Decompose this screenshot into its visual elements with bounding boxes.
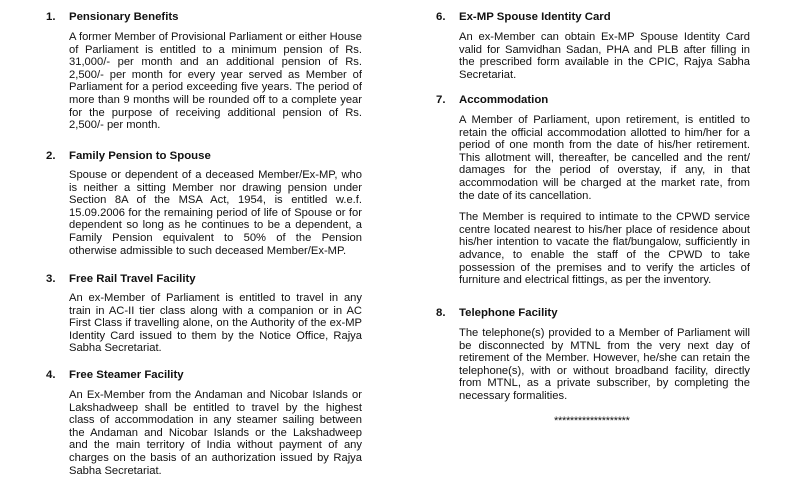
section-heading xyxy=(436,10,750,24)
section-body xyxy=(69,389,362,477)
section-number: 8. xyxy=(436,307,446,319)
section-number: 7. xyxy=(436,94,446,106)
section-heading xyxy=(436,93,750,107)
section-number: 6. xyxy=(436,11,446,23)
section-heading xyxy=(46,149,362,163)
section-body xyxy=(459,114,750,287)
section-family-pension xyxy=(46,149,362,257)
section-title: Telephone Facility xyxy=(459,307,558,319)
section-title: Pensionary Benefits xyxy=(69,11,179,23)
section-heading xyxy=(46,368,362,382)
section-paragraph: An ex-Member of Parliament is entitled to travel in any train in AC-II tier class along with a companion or in AC First Class if travelling alone, on the Authority of the ex-MP Identity Card issued to them by the Notice Office, Rajya Sabha Secretariat. xyxy=(69,292,362,355)
section-pensionary-benefits xyxy=(46,10,362,132)
section-number: 2. xyxy=(46,150,56,162)
section-paragraph: An ex-Member can obtain Ex-MP Spouse Identity Card valid for Samvidhan Sadan, PHA and PLB after filling in the prescribed form available in the CPIC, Rajya Sabha Secretariat. xyxy=(459,31,750,81)
section-free-steamer xyxy=(46,368,362,477)
section-accommodation xyxy=(436,93,750,287)
section-number: 1. xyxy=(46,11,56,23)
section-spouse-identity-card xyxy=(436,10,750,81)
section-telephone-facility xyxy=(436,306,750,403)
section-body xyxy=(69,169,362,257)
section-heading xyxy=(436,306,750,320)
section-body xyxy=(69,31,362,132)
section-paragraph: An Ex-Member from the Andaman and Nicobar Islands or Lakshadweep shall be entitled to travel by the highest class of accommodation in any steamer sailing between the Andaman and Nicobar Islands or the Lakshadweep and the main territory of India without payment of any charges on the basis of an authorization issued by Rajya Sabha Secretariat. xyxy=(69,389,362,477)
section-title: Ex-MP Spouse Identity Card xyxy=(459,11,611,23)
section-paragraph: The telephone(s) provided to a Member of Parliament will be disconnected by MTNL from the very next day of retirement of the Member. However, he/she can retain the telephone(s), with or without broadband facility, directly from MTNL, as a private subscriber, by completing the necessary formalities. xyxy=(459,327,750,402)
section-number: 4. xyxy=(46,369,56,381)
section-title: Free Steamer Facility xyxy=(69,369,184,381)
end-of-section-marker: ******************* xyxy=(554,415,630,427)
section-number: 3. xyxy=(46,273,56,285)
section-title: Accommodation xyxy=(459,94,549,106)
section-paragraph: A former Member of Provisional Parliament or either House of Parliament is entitled to a minimum pension of Rs. 31,000/- per month and an additional pension of Rs. 2,500/- per month for every year served as Member of Parliament for a period exceeding five years. The period of more than 9 months will be rounded off to a complete year for the purpose of receiving additional pension of Rs. 2,500/- per month. xyxy=(69,31,362,132)
section-heading xyxy=(46,10,362,24)
section-free-rail-travel xyxy=(46,272,362,355)
section-body xyxy=(459,31,750,81)
section-paragraph: Spouse or dependent of a deceased Member/Ex-MP, who is neither a sitting Member nor drawing pension under Section 8A of the MSA Act, 1954, is entitled w.e.f. 15.09.2006 for the remaining period of life of Spouse or for dependent so long as he continues to be a dependent, a Family Pension equivalent to 50% of the Pension otherwise admissible to such deceased Member/Ex-MP. xyxy=(69,169,362,257)
section-body xyxy=(69,292,362,355)
section-heading xyxy=(46,272,362,286)
section-title: Family Pension to Spouse xyxy=(69,150,211,162)
section-title: Free Rail Travel Facility xyxy=(69,273,196,285)
section-body xyxy=(459,327,750,403)
section-paragraph: A Member of Parliament, upon retirement, is entitled to retain the official accommodation allotted to him/her for a period of one month from the date of his/her retirement. This allotment will, thereafter, be cancelled and the rent/ damages for the period of overstay, if any, in that accommodation will be charged at the market rate, from the date of its cancellation. xyxy=(459,114,750,202)
section-paragraph: The Member is required to intimate to the CPWD service centre located nearest to his/her place of residence about his/her intention to vacate the flat/bungalow, sufficiently in advance, to enable the staff of the CPWD to take possession of the premises and to verify the articles of furniture and electrical fittings, as per the inventory. xyxy=(459,211,750,287)
